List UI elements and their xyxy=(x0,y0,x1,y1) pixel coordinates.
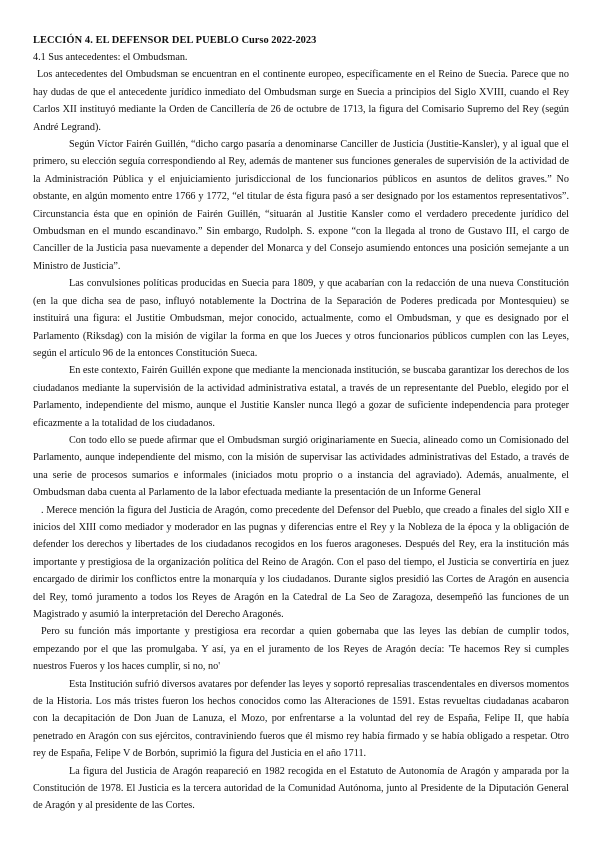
page-title xyxy=(33,32,569,49)
paragraph-8: Esta Institución sufrió diversos avatares por defender las leyes y soportó represalias trascendentales en diversos momentos de la Historia. Los más tristes fueron los hechos conocidos como las Alteraciones de 1591. Estas revueltas ciudadanas acabaron con la decapitación de Don Juan de Lanuza, el Mozo, por enfrentarse a la voluntad del rey de España, Felipe II, que había penetrado en Aragón con sus ejércitos, contraviniendo fueros que él mismo rey había firmado y se había obligado a respetar. Otro rey de España, Felipe V de Borbón, suprimió la figura del Justicia en el año 1711. xyxy=(33,678,569,760)
course-label: Curso 2022-2023 xyxy=(241,35,317,46)
paragraph-3: Las convulsiones políticas producidas en Suecia para 1809, y que acabarían con la redacción de una nueva Constitución (en la que dicha sea de paso, influyó notablemente la Doctrina de la Separación de Poderes predicada por Montesquieu) se instituirá una figura: el Justitie Ombudsman, mejor conocido, actualmente, como el Ombudsman, y que es designado por el Parlamento (Riksdag) con la misión de vigilar la forma en que los Jueces y otros funcionarios públicos cumplen con las Leyes, según el artículo 96 de la entonces Constitución Sueca. xyxy=(33,278,569,359)
section-heading: 4.1 Sus antecedentes: el Ombudsman. xyxy=(33,52,188,63)
paragraph-1: Los antecedentes del Ombudsman se encuentran en el continente europeo, específicamente en el Reino de Suecia. Parece que no hay dudas de que el antecedente jurídico inmediato del Ombudsman surge en Suecia a principios del Siglo XVIII, cuando el Rey Carlos XII instituyó mediante la Orden de Cancillería de 26 de octubre de 1713, la figura del Comisario Supremo del Rey (según André Legrand). xyxy=(33,69,569,133)
paragraph-9: La figura del Justicia de Aragón reapareció en 1982 recogida en el Estatuto de Autonomía de Aragón y amparada por la Constitución de 1978. El Justicia es la tercera autoridad de la Comunidad Autónoma, junto al Presidente de la Diputación General de Aragón y al presidente de las Cortes. xyxy=(33,765,569,812)
paragraph-5: Con todo ello se puede afirmar que el Ombudsman surgió originariamente en Suecia, alineado como un Comisionado del Parlamento, aunque independiente del mismo, con la misión de supervisar las actividades administrativas del Estado, a través de una serie de procesos sumarios e informales (iniciados motu proprio o a instancia del agraviado). Además, anualmente, el Ombudsman daba cuenta al Parlamento de la labor efectuada mediante la presentación de un Informe General xyxy=(33,434,569,499)
paragraph-7: Pero su función más importante y prestigiosa era recordar a quien gobernaba que las leyes las debían de cumplir todos, empezando por el que las promulgaba. Y así, ya en el juramento de los Reyes de Aragón decía: 'Te hacemos Rey si cumples nuestros Fueros y los haces cumplir, si no, no' xyxy=(33,626,569,673)
paragraph-6: . Merece mención la figura del Justicia de Aragón, como precedente del Defensor del Pueblo, que creado a finales del siglo XII e inicios del XIII como mediador y moderador en las pugnas y diferencias entre el Rey y la Nobleza de la época y la obligación de defender los derechos y libertades de los ciudadanos recogidos en los fueros aragoneses. Después del Rey, era la institución más importante y prestigiosa de la organización política del Reino de Aragón. Con el paso del tiempo, el Justicia se convertiría en juez encargado de dirimir los conflictos entre la monarquía y los ciudadanos. Durante siglos presidió las Cortes de Aragón en ausencia del Rey, tomó juramento a todos los Reyes de Aragón en la Catedral de La Seo de Zaragoza, desempeñó las funciones de un Magistrado y asumió la interpretación del Derecho Aragonés. xyxy=(33,504,569,620)
paragraph-2: Según Víctor Fairén Guillén, “dicho cargo pasaría a denominarse Canciller de Justicia (Justitie-Kansler), y al igual que el primero, su elección seguía correspondiendo al Rey, además de mantener sus funciones generales de supervisión de la actividad de la Administración Pública y el enjuiciamiento jurisdiccional de los funcionarios públicos en asuntos de delitos graves.” No obstante, en algún momento entre 1766 y 1772, “el titular de ésta figura pasó a ser designado por los estamentos representativos”. Circunstancia ésta que en opinión de Fairén Guillén, “situarán al Justitie Kansler como el verdadero precedente jurídico del Ombudsman en el mundo escandinavo.” Sin embargo, Rudolph. S. expone “con la llegada al trono de Gustavo III, el cargo de Canciller de la Justicia pasa nuevamente a depender del Monarca y del Consejo asumiendo entonces una posición semejante a un Ministro de Justicia”. xyxy=(33,139,569,272)
paragraph-4: En este contexto, Fairén Guillén expone que mediante la mencionada institución, se buscaba garantizar los derechos de los ciudadanos mediante la supervisión de la actividad administrativa estatal, a través de un representante del Pueblo, elegido por el Parlamento, independiente del mismo, aunque el Justitie Kansler nunca llegó a gozar de suficiente independencia para proteger eficazmente a la totalidad de los ciudadanos. xyxy=(33,365,569,429)
lesson-title: LECCIÓN 4. EL DEFENSOR DEL PUEBLO xyxy=(33,35,239,46)
document-page xyxy=(33,32,569,815)
